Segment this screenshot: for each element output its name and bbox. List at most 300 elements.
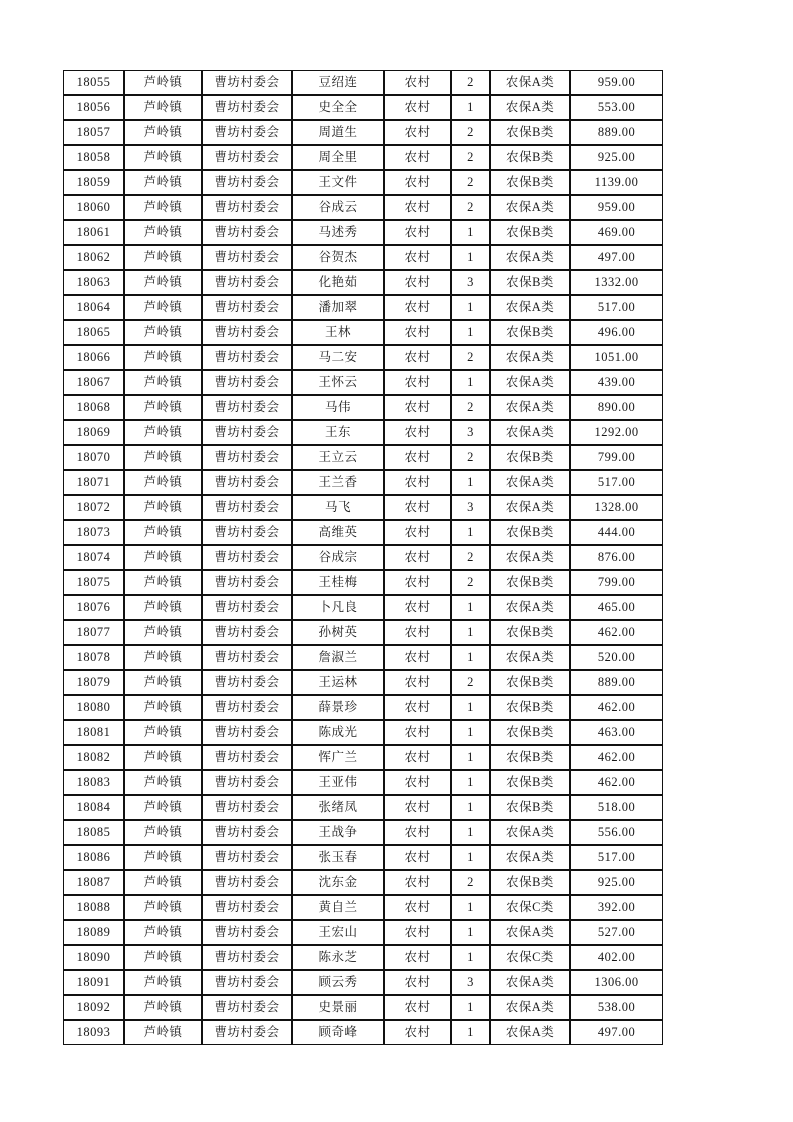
cell-person-name: 张玉春	[292, 845, 384, 870]
cell-village-committee: 曹坊村委会	[202, 495, 292, 520]
cell-household-type: 农村	[384, 170, 451, 195]
cell-household-type: 农村	[384, 770, 451, 795]
cell-person-count: 2	[451, 870, 490, 895]
cell-serial-number: 18091	[63, 970, 124, 995]
cell-serial-number: 18069	[63, 420, 124, 445]
cell-amount: 402.00	[570, 945, 663, 970]
cell-person-count: 1	[451, 745, 490, 770]
cell-village-committee: 曹坊村委会	[202, 545, 292, 570]
cell-amount: 553.00	[570, 95, 663, 120]
cell-person-count: 3	[451, 420, 490, 445]
cell-insurance-category: 农保A类	[490, 395, 570, 420]
cell-person-name: 王宏山	[292, 920, 384, 945]
cell-amount: 889.00	[570, 120, 663, 145]
cell-household-type: 农村	[384, 70, 451, 95]
cell-household-type: 农村	[384, 195, 451, 220]
cell-person-count: 2	[451, 170, 490, 195]
cell-person-name: 王林	[292, 320, 384, 345]
cell-serial-number: 18057	[63, 120, 124, 145]
cell-household-type: 农村	[384, 270, 451, 295]
cell-village-committee: 曹坊村委会	[202, 345, 292, 370]
cell-town: 芦岭镇	[124, 420, 202, 445]
table-row	[63, 95, 663, 120]
cell-serial-number: 18087	[63, 870, 124, 895]
cell-person-name: 谷成云	[292, 195, 384, 220]
cell-person-name: 詹淑兰	[292, 645, 384, 670]
cell-person-count: 1	[451, 795, 490, 820]
cell-serial-number: 18075	[63, 570, 124, 595]
cell-insurance-category: 农保A类	[490, 345, 570, 370]
cell-town: 芦岭镇	[124, 95, 202, 120]
cell-amount: 444.00	[570, 520, 663, 545]
cell-person-name: 王亚伟	[292, 770, 384, 795]
cell-serial-number: 18077	[63, 620, 124, 645]
cell-amount: 799.00	[570, 445, 663, 470]
cell-serial-number: 18064	[63, 295, 124, 320]
cell-amount: 392.00	[570, 895, 663, 920]
table-row	[63, 145, 663, 170]
cell-amount: 556.00	[570, 820, 663, 845]
table-body	[63, 70, 663, 1045]
table-row	[63, 370, 663, 395]
table-row	[63, 345, 663, 370]
cell-household-type: 农村	[384, 295, 451, 320]
cell-household-type: 农村	[384, 420, 451, 445]
cell-serial-number: 18081	[63, 720, 124, 745]
cell-person-count: 2	[451, 395, 490, 420]
cell-amount: 463.00	[570, 720, 663, 745]
cell-town: 芦岭镇	[124, 920, 202, 945]
cell-household-type: 农村	[384, 820, 451, 845]
cell-household-type: 农村	[384, 495, 451, 520]
cell-person-count: 1	[451, 945, 490, 970]
cell-town: 芦岭镇	[124, 545, 202, 570]
cell-amount: 462.00	[570, 695, 663, 720]
table-row	[63, 870, 663, 895]
cell-insurance-category: 农保A类	[490, 420, 570, 445]
cell-serial-number: 18059	[63, 170, 124, 195]
cell-household-type: 农村	[384, 245, 451, 270]
cell-town: 芦岭镇	[124, 445, 202, 470]
table-row	[63, 445, 663, 470]
cell-serial-number: 18083	[63, 770, 124, 795]
cell-person-name: 张绪凤	[292, 795, 384, 820]
cell-village-committee: 曹坊村委会	[202, 370, 292, 395]
cell-household-type: 农村	[384, 145, 451, 170]
cell-town: 芦岭镇	[124, 195, 202, 220]
cell-town: 芦岭镇	[124, 320, 202, 345]
cell-serial-number: 18084	[63, 795, 124, 820]
table-row	[63, 595, 663, 620]
cell-person-name: 谷贺杰	[292, 245, 384, 270]
cell-serial-number: 18086	[63, 845, 124, 870]
cell-insurance-category: 农保A类	[490, 820, 570, 845]
cell-town: 芦岭镇	[124, 970, 202, 995]
cell-person-name: 沈东金	[292, 870, 384, 895]
cell-amount: 1306.00	[570, 970, 663, 995]
cell-person-count: 1	[451, 470, 490, 495]
cell-village-committee: 曹坊村委会	[202, 895, 292, 920]
cell-amount: 799.00	[570, 570, 663, 595]
cell-amount: 439.00	[570, 370, 663, 395]
cell-insurance-category: 农保A类	[490, 495, 570, 520]
cell-village-committee: 曹坊村委会	[202, 270, 292, 295]
cell-village-committee: 曹坊村委会	[202, 870, 292, 895]
cell-serial-number: 18085	[63, 820, 124, 845]
cell-village-committee: 曹坊村委会	[202, 170, 292, 195]
insurance-roster-table	[63, 70, 663, 1045]
cell-amount: 538.00	[570, 995, 663, 1020]
table-row	[63, 520, 663, 545]
cell-person-name: 王桂梅	[292, 570, 384, 595]
cell-household-type: 农村	[384, 95, 451, 120]
cell-town: 芦岭镇	[124, 70, 202, 95]
table-row	[63, 270, 663, 295]
cell-village-committee: 曹坊村委会	[202, 70, 292, 95]
cell-household-type: 农村	[384, 395, 451, 420]
cell-insurance-category: 农保B类	[490, 745, 570, 770]
cell-village-committee: 曹坊村委会	[202, 770, 292, 795]
cell-person-count: 2	[451, 670, 490, 695]
cell-person-name: 马伟	[292, 395, 384, 420]
cell-town: 芦岭镇	[124, 720, 202, 745]
table-row	[63, 720, 663, 745]
cell-insurance-category: 农保A类	[490, 470, 570, 495]
cell-village-committee: 曹坊村委会	[202, 645, 292, 670]
cell-amount: 959.00	[570, 70, 663, 95]
cell-person-name: 周道生	[292, 120, 384, 145]
cell-serial-number: 18061	[63, 220, 124, 245]
cell-town: 芦岭镇	[124, 745, 202, 770]
cell-insurance-category: 农保A类	[490, 970, 570, 995]
cell-household-type: 农村	[384, 920, 451, 945]
cell-town: 芦岭镇	[124, 395, 202, 420]
table-row	[63, 545, 663, 570]
cell-household-type: 农村	[384, 620, 451, 645]
cell-serial-number: 18060	[63, 195, 124, 220]
cell-village-committee: 曹坊村委会	[202, 595, 292, 620]
cell-town: 芦岭镇	[124, 795, 202, 820]
cell-village-committee: 曹坊村委会	[202, 520, 292, 545]
cell-person-name: 孙树英	[292, 620, 384, 645]
cell-insurance-category: 农保A类	[490, 195, 570, 220]
cell-serial-number: 18073	[63, 520, 124, 545]
cell-town: 芦岭镇	[124, 345, 202, 370]
cell-serial-number: 18071	[63, 470, 124, 495]
cell-person-count: 3	[451, 270, 490, 295]
cell-person-name: 马二安	[292, 345, 384, 370]
cell-amount: 890.00	[570, 395, 663, 420]
cell-person-count: 1	[451, 645, 490, 670]
cell-serial-number: 18070	[63, 445, 124, 470]
cell-village-committee: 曹坊村委会	[202, 145, 292, 170]
table-row	[63, 645, 663, 670]
cell-person-count: 1	[451, 695, 490, 720]
cell-village-committee: 曹坊村委会	[202, 245, 292, 270]
cell-person-name: 王东	[292, 420, 384, 445]
table-row	[63, 1020, 663, 1045]
cell-amount: 520.00	[570, 645, 663, 670]
cell-household-type: 农村	[384, 745, 451, 770]
cell-village-committee: 曹坊村委会	[202, 945, 292, 970]
cell-person-name: 潘加翠	[292, 295, 384, 320]
cell-amount: 496.00	[570, 320, 663, 345]
table-row	[63, 70, 663, 95]
cell-town: 芦岭镇	[124, 570, 202, 595]
table-row	[63, 245, 663, 270]
cell-town: 芦岭镇	[124, 170, 202, 195]
table-row	[63, 570, 663, 595]
cell-person-name: 史景丽	[292, 995, 384, 1020]
cell-insurance-category: 农保B类	[490, 670, 570, 695]
table-row	[63, 895, 663, 920]
cell-amount: 889.00	[570, 670, 663, 695]
cell-serial-number: 18063	[63, 270, 124, 295]
cell-household-type: 农村	[384, 520, 451, 545]
cell-insurance-category: 农保A类	[490, 1020, 570, 1045]
cell-person-name: 王文件	[292, 170, 384, 195]
cell-person-name: 恽广兰	[292, 745, 384, 770]
cell-village-committee: 曹坊村委会	[202, 420, 292, 445]
cell-amount: 925.00	[570, 145, 663, 170]
cell-town: 芦岭镇	[124, 495, 202, 520]
cell-town: 芦岭镇	[124, 245, 202, 270]
cell-serial-number: 18065	[63, 320, 124, 345]
cell-person-name: 王运林	[292, 670, 384, 695]
table-row	[63, 420, 663, 445]
table-row	[63, 620, 663, 645]
table-row	[63, 770, 663, 795]
cell-insurance-category: 农保C类	[490, 945, 570, 970]
cell-village-committee: 曹坊村委会	[202, 95, 292, 120]
cell-insurance-category: 农保A类	[490, 920, 570, 945]
cell-household-type: 农村	[384, 995, 451, 1020]
table-row	[63, 945, 663, 970]
cell-serial-number: 18074	[63, 545, 124, 570]
cell-household-type: 农村	[384, 670, 451, 695]
cell-town: 芦岭镇	[124, 820, 202, 845]
cell-person-count: 3	[451, 970, 490, 995]
cell-insurance-category: 农保B类	[490, 870, 570, 895]
cell-amount: 497.00	[570, 245, 663, 270]
cell-person-count: 1	[451, 1020, 490, 1045]
cell-amount: 527.00	[570, 920, 663, 945]
cell-person-count: 1	[451, 770, 490, 795]
cell-person-name: 王兰香	[292, 470, 384, 495]
cell-insurance-category: 农保B类	[490, 120, 570, 145]
table-row	[63, 470, 663, 495]
cell-household-type: 农村	[384, 370, 451, 395]
cell-serial-number: 18092	[63, 995, 124, 1020]
cell-amount: 925.00	[570, 870, 663, 895]
cell-village-committee: 曹坊村委会	[202, 120, 292, 145]
cell-person-name: 顾云秀	[292, 970, 384, 995]
cell-village-committee: 曹坊村委会	[202, 720, 292, 745]
cell-amount: 465.00	[570, 595, 663, 620]
cell-insurance-category: 农保A类	[490, 70, 570, 95]
table-row	[63, 795, 663, 820]
cell-town: 芦岭镇	[124, 220, 202, 245]
cell-insurance-category: 农保B类	[490, 220, 570, 245]
cell-amount: 1051.00	[570, 345, 663, 370]
cell-amount: 462.00	[570, 770, 663, 795]
cell-serial-number: 18056	[63, 95, 124, 120]
cell-insurance-category: 农保B类	[490, 720, 570, 745]
table-row	[63, 695, 663, 720]
cell-village-committee: 曹坊村委会	[202, 195, 292, 220]
table-row	[63, 170, 663, 195]
cell-insurance-category: 农保A类	[490, 245, 570, 270]
cell-village-committee: 曹坊村委会	[202, 670, 292, 695]
cell-household-type: 农村	[384, 345, 451, 370]
cell-insurance-category: 农保C类	[490, 895, 570, 920]
cell-person-count: 3	[451, 495, 490, 520]
cell-insurance-category: 农保A类	[490, 370, 570, 395]
cell-insurance-category: 农保A类	[490, 845, 570, 870]
cell-amount: 1328.00	[570, 495, 663, 520]
cell-person-name: 王战争	[292, 820, 384, 845]
cell-household-type: 农村	[384, 795, 451, 820]
table-row	[63, 820, 663, 845]
cell-serial-number: 18080	[63, 695, 124, 720]
cell-person-count: 1	[451, 920, 490, 945]
cell-town: 芦岭镇	[124, 120, 202, 145]
cell-village-committee: 曹坊村委会	[202, 995, 292, 1020]
cell-household-type: 农村	[384, 220, 451, 245]
cell-person-count: 2	[451, 445, 490, 470]
cell-insurance-category: 农保A类	[490, 595, 570, 620]
cell-insurance-category: 农保A类	[490, 995, 570, 1020]
cell-person-name: 高维英	[292, 520, 384, 545]
cell-town: 芦岭镇	[124, 945, 202, 970]
cell-village-committee: 曹坊村委会	[202, 320, 292, 345]
cell-insurance-category: 农保B类	[490, 620, 570, 645]
cell-household-type: 农村	[384, 845, 451, 870]
cell-insurance-category: 农保B类	[490, 695, 570, 720]
cell-village-committee: 曹坊村委会	[202, 470, 292, 495]
cell-insurance-category: 农保B类	[490, 170, 570, 195]
cell-town: 芦岭镇	[124, 145, 202, 170]
cell-person-name: 陈永芝	[292, 945, 384, 970]
cell-person-count: 1	[451, 720, 490, 745]
cell-village-committee: 曹坊村委会	[202, 745, 292, 770]
table-row	[63, 220, 663, 245]
cell-serial-number: 18067	[63, 370, 124, 395]
cell-village-committee: 曹坊村委会	[202, 295, 292, 320]
cell-village-committee: 曹坊村委会	[202, 970, 292, 995]
cell-person-name: 黄自兰	[292, 895, 384, 920]
cell-serial-number: 18082	[63, 745, 124, 770]
cell-town: 芦岭镇	[124, 270, 202, 295]
cell-amount: 1139.00	[570, 170, 663, 195]
cell-town: 芦岭镇	[124, 770, 202, 795]
cell-village-committee: 曹坊村委会	[202, 395, 292, 420]
table-row	[63, 320, 663, 345]
cell-town: 芦岭镇	[124, 695, 202, 720]
cell-insurance-category: 农保B类	[490, 520, 570, 545]
cell-serial-number: 18093	[63, 1020, 124, 1045]
cell-town: 芦岭镇	[124, 1020, 202, 1045]
cell-village-committee: 曹坊村委会	[202, 1020, 292, 1045]
cell-insurance-category: 农保A类	[490, 295, 570, 320]
cell-village-committee: 曹坊村委会	[202, 570, 292, 595]
cell-serial-number: 18055	[63, 70, 124, 95]
cell-insurance-category: 农保B类	[490, 145, 570, 170]
cell-person-count: 1	[451, 520, 490, 545]
cell-insurance-category: 农保B类	[490, 770, 570, 795]
cell-household-type: 农村	[384, 945, 451, 970]
cell-amount: 469.00	[570, 220, 663, 245]
cell-household-type: 农村	[384, 645, 451, 670]
table-row	[63, 845, 663, 870]
cell-town: 芦岭镇	[124, 845, 202, 870]
cell-amount: 462.00	[570, 620, 663, 645]
cell-household-type: 农村	[384, 970, 451, 995]
cell-person-count: 1	[451, 845, 490, 870]
table-row	[63, 395, 663, 420]
cell-amount: 517.00	[570, 845, 663, 870]
cell-town: 芦岭镇	[124, 645, 202, 670]
cell-insurance-category: 农保B类	[490, 320, 570, 345]
table-row	[63, 745, 663, 770]
cell-amount: 959.00	[570, 195, 663, 220]
cell-person-name: 化艳茹	[292, 270, 384, 295]
cell-amount: 876.00	[570, 545, 663, 570]
cell-household-type: 农村	[384, 470, 451, 495]
cell-person-count: 2	[451, 570, 490, 595]
cell-serial-number: 18090	[63, 945, 124, 970]
cell-amount: 1332.00	[570, 270, 663, 295]
cell-person-name: 谷成宗	[292, 545, 384, 570]
cell-town: 芦岭镇	[124, 995, 202, 1020]
cell-town: 芦岭镇	[124, 470, 202, 495]
cell-household-type: 农村	[384, 1020, 451, 1045]
cell-person-count: 2	[451, 195, 490, 220]
cell-insurance-category: 农保B类	[490, 445, 570, 470]
cell-village-committee: 曹坊村委会	[202, 620, 292, 645]
cell-person-name: 薛景珍	[292, 695, 384, 720]
cell-person-count: 2	[451, 70, 490, 95]
table-row	[63, 195, 663, 220]
cell-household-type: 农村	[384, 895, 451, 920]
cell-serial-number: 18078	[63, 645, 124, 670]
cell-household-type: 农村	[384, 720, 451, 745]
cell-person-name: 顾奇峰	[292, 1020, 384, 1045]
cell-household-type: 农村	[384, 595, 451, 620]
cell-person-count: 1	[451, 370, 490, 395]
cell-household-type: 农村	[384, 570, 451, 595]
cell-serial-number: 18066	[63, 345, 124, 370]
cell-town: 芦岭镇	[124, 520, 202, 545]
cell-person-count: 1	[451, 320, 490, 345]
cell-serial-number: 18076	[63, 595, 124, 620]
cell-amount: 518.00	[570, 795, 663, 820]
cell-amount: 517.00	[570, 470, 663, 495]
cell-person-count: 2	[451, 545, 490, 570]
cell-household-type: 农村	[384, 870, 451, 895]
cell-person-name: 王立云	[292, 445, 384, 470]
cell-amount: 497.00	[570, 1020, 663, 1045]
cell-town: 芦岭镇	[124, 370, 202, 395]
cell-household-type: 农村	[384, 695, 451, 720]
cell-person-count: 1	[451, 595, 490, 620]
cell-serial-number: 18079	[63, 670, 124, 695]
cell-serial-number: 18062	[63, 245, 124, 270]
table-row	[63, 670, 663, 695]
cell-village-committee: 曹坊村委会	[202, 695, 292, 720]
cell-person-name: 周全里	[292, 145, 384, 170]
cell-serial-number: 18088	[63, 895, 124, 920]
